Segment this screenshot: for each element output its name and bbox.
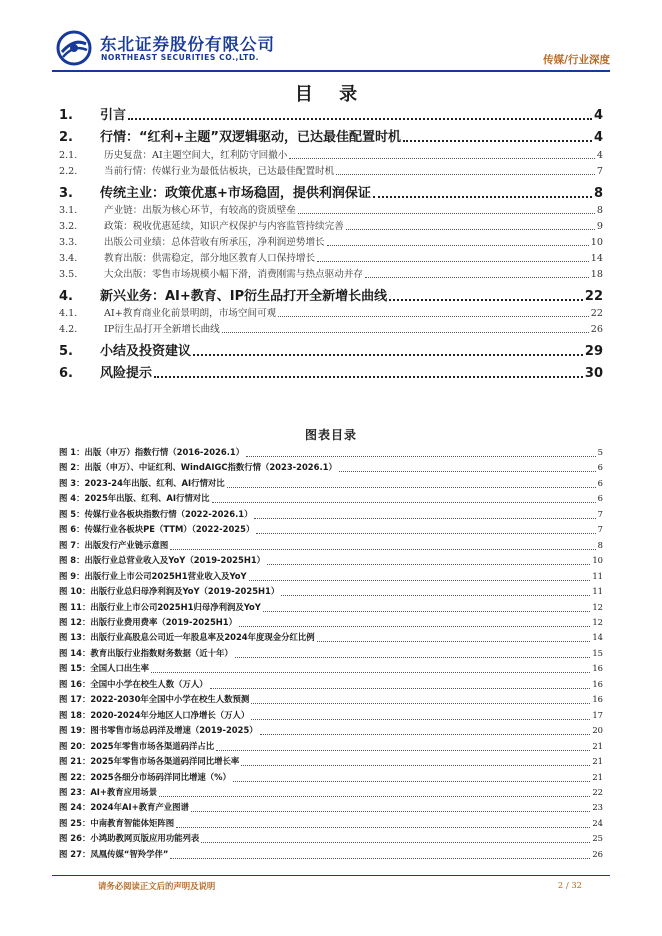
dot-leader <box>210 680 591 689</box>
figure-entry-title: 图 15：全国人口出生率 <box>59 663 149 674</box>
figure-entry-page: 5 <box>597 447 603 457</box>
figure-entry[interactable] <box>59 647 603 661</box>
figure-entry-title: 图 12：出版行业费用费率（2019-2025H1） <box>59 617 238 627</box>
figure-entry-title: 图 16：全国中小学在校生人数（万人） <box>59 678 208 689</box>
dot-leader <box>170 541 595 550</box>
toc-entry-number: 3. <box>59 186 73 201</box>
figure-entry[interactable] <box>59 631 603 645</box>
toc-entry-title: 小结及投资建议 <box>100 344 192 359</box>
header-divider <box>52 70 610 72</box>
toc-entry-page: 14 <box>590 253 603 264</box>
figure-entry-page: 21 <box>592 756 603 766</box>
toc-entry-page: 4 <box>596 150 603 161</box>
dot-leader <box>176 819 590 828</box>
figure-entry[interactable] <box>59 492 603 506</box>
dot-leader <box>201 834 590 843</box>
toc-entry[interactable] <box>59 202 603 218</box>
dot-leader <box>339 463 596 472</box>
figure-entry-title: 图 11：出版行业上市公司2025H1归母净利润及YoY <box>59 601 261 612</box>
toc-entry-title: 大众出版：零售市场规模小幅下滑，消费刚需与热点驱动并存 <box>104 269 364 280</box>
dot-leader <box>154 364 583 378</box>
figure-entry-page: 16 <box>592 694 603 705</box>
dot-leader <box>251 711 590 720</box>
footer-divider <box>52 875 610 876</box>
figure-entry-title: 图 1：出版（申万）指数行情（2016-2026.1） <box>59 447 245 457</box>
toc-entry-title: 行情：“红利+主题”双逻辑驱动，已达最佳配置时机 <box>100 130 401 145</box>
figure-entry-page: 25 <box>592 833 603 844</box>
dot-leader <box>365 265 589 278</box>
dot-leader <box>346 217 595 230</box>
toc-entry-page: 10 <box>590 237 603 248</box>
dot-leader <box>260 726 591 735</box>
toc-entry[interactable] <box>59 305 603 321</box>
dot-leader <box>336 162 595 175</box>
dot-leader <box>251 695 590 704</box>
toc-entry-page: 4 <box>593 130 603 145</box>
figure-entry-page: 11 <box>592 570 603 581</box>
figure-entry[interactable] <box>59 709 603 723</box>
toc-entry[interactable] <box>59 126 603 146</box>
dot-leader <box>246 448 596 457</box>
dot-leader <box>170 850 590 859</box>
dot-leader <box>249 572 591 581</box>
northeast-securities-logo-icon <box>56 30 92 66</box>
toc-entry[interactable] <box>59 163 603 179</box>
figure-list-title: 图表目录 <box>304 428 357 442</box>
figure-entry[interactable] <box>59 461 603 475</box>
toc-entry-page: 26 <box>590 324 603 335</box>
toc-entry-number: 6. <box>59 366 73 381</box>
toc-title: 目 录 <box>294 84 368 105</box>
dot-leader <box>128 106 592 120</box>
report-category-tag: 传媒/行业深度 <box>543 54 610 66</box>
figure-entry-page: 24 <box>592 817 603 828</box>
toc-entry-number: 5. <box>59 344 73 359</box>
toc-entry[interactable] <box>59 250 603 266</box>
figure-entry-page: 7 <box>597 524 603 535</box>
figure-entry[interactable] <box>59 508 603 522</box>
figure-entry[interactable] <box>59 724 603 738</box>
toc-entry-title: IP衍生品打开全新增长曲线 <box>104 324 220 335</box>
figure-entry[interactable] <box>59 817 603 831</box>
toc-entry-number: 3.3. <box>59 237 78 248</box>
figure-entry-page: 10 <box>592 555 603 566</box>
figure-entry-title: 图 13：出版行业高股息公司近一年股息率及2024年度现金分红比例 <box>59 632 315 643</box>
figure-entry-title: 图 17：2022-2030年全国中小学在校生人数预测 <box>59 694 250 705</box>
toc-entry-number: 2.1. <box>59 150 78 161</box>
toc-entry-page: 9 <box>596 221 603 232</box>
figure-entry[interactable] <box>59 693 603 707</box>
dot-leader <box>216 742 590 751</box>
figure-entry-page: 6 <box>597 462 603 473</box>
figure-entry-page: 12 <box>592 601 603 612</box>
toc-entry[interactable] <box>59 362 603 382</box>
figure-entry[interactable] <box>59 570 603 584</box>
toc-entry[interactable] <box>59 234 603 250</box>
dot-leader <box>233 773 590 782</box>
dot-leader <box>373 184 592 198</box>
dot-leader <box>159 788 590 797</box>
dot-leader <box>254 510 595 519</box>
figure-entry-page: 14 <box>592 632 603 643</box>
toc-entry-title: 历史复盘：AI主题空间大，红利防守回撤小 <box>104 150 288 161</box>
dot-leader <box>281 587 590 596</box>
dot-leader <box>389 287 583 301</box>
toc-entry-number: 3.4. <box>59 253 78 264</box>
toc-entry[interactable] <box>59 104 603 124</box>
dot-leader <box>267 556 590 565</box>
figure-entry-title: 图 23：AI+教育应用场景 <box>59 786 158 797</box>
toc-entry-title: 风险提示 <box>100 366 153 381</box>
figure-entry-title: 图 14：教育出版行业指数财务数据（近十年） <box>59 647 233 658</box>
toc-entry-title: 新兴业务：AI+教育、IP衍生品打开全新增长曲线 <box>100 289 388 304</box>
toc-entry[interactable] <box>59 218 603 234</box>
figure-entry-page: 16 <box>592 678 603 689</box>
dot-leader <box>212 494 596 503</box>
dot-leader <box>235 649 591 658</box>
toc-entry-page: 8 <box>593 186 603 201</box>
dot-leader <box>317 249 589 262</box>
figure-entry-page: 6 <box>597 493 603 504</box>
figure-entry[interactable] <box>59 678 603 692</box>
dot-leader <box>227 479 596 488</box>
toc-entry[interactable] <box>59 182 603 202</box>
dot-leader <box>151 664 590 673</box>
figure-entry-title: 图 7：出版发行产业链示意图 <box>59 539 169 550</box>
figure-entry-title: 图 3：2023-24年出版、红利、AI行情对比 <box>59 477 225 488</box>
dot-leader <box>241 757 590 766</box>
figure-entry-page: 22 <box>592 786 603 797</box>
figure-entry[interactable] <box>59 832 603 846</box>
toc-entry-title: 出版公司业绩：总体营收有所承压，净利润逆势增长 <box>104 237 325 248</box>
figure-entry-page: 21 <box>592 771 603 782</box>
figure-entry-title: 图 24：2024年AI+教育产业图谱 <box>59 802 189 813</box>
toc-entry[interactable] <box>59 321 603 337</box>
dot-leader <box>191 803 590 812</box>
figure-entry-page: 16 <box>592 663 603 674</box>
figure-entry-page: 21 <box>592 740 603 751</box>
figure-entry[interactable] <box>59 523 603 537</box>
toc-entry-title: 引言 <box>100 108 127 123</box>
figure-entry[interactable] <box>59 848 603 862</box>
toc-entry-number: 4.1. <box>59 308 78 319</box>
toc-entry[interactable] <box>59 147 603 163</box>
figure-entry-page: 15 <box>592 647 603 658</box>
toc-entry-title: 产业链：出版为核心环节，有较高的资质壁垒 <box>104 205 296 216</box>
figure-entry-page: 6 <box>597 477 603 488</box>
dot-leader <box>278 304 589 317</box>
toc-entry-title: 传统主业：政策优惠+市场稳固，提供利润保证 <box>100 186 371 201</box>
figure-entry[interactable] <box>59 585 603 599</box>
dot-leader <box>263 603 591 612</box>
toc-entry-number: 4.2. <box>59 324 78 335</box>
toc-entry-page: 18 <box>590 269 603 280</box>
figure-entry-page: 17 <box>592 709 603 720</box>
figure-entry-title: 图 19：图书零售市场总码洋及增速（2019-2025） <box>59 725 258 736</box>
figure-entry-page: 20 <box>592 725 603 736</box>
figure-entry-title: 图 5：传媒行业各板块指数行情（2022-2026.1） <box>59 508 253 519</box>
figure-entry[interactable] <box>59 601 603 615</box>
figure-entry-title: 图 21：2025年零售市场各渠道码洋同比增长率 <box>59 756 240 766</box>
toc-entry[interactable] <box>59 266 603 282</box>
dot-leader <box>222 320 589 333</box>
toc-entry[interactable] <box>59 285 603 305</box>
toc-entry-title: 当前行情：传媒行业为最低估板块，已达最佳配置时机 <box>104 166 335 177</box>
toc-entry-page: 4 <box>593 108 603 123</box>
toc-entry-title: 政策：税收优惠延续，知识产权保护与内容监管持续完善 <box>104 221 344 232</box>
figure-entry-page: 23 <box>592 802 603 813</box>
dot-leader <box>239 618 590 627</box>
toc-entry-page: 22 <box>590 308 603 319</box>
figure-entry[interactable] <box>59 771 603 785</box>
toc-entry-number: 2. <box>59 130 73 145</box>
toc-entry-page: 30 <box>584 366 603 381</box>
figure-entry[interactable] <box>59 801 603 815</box>
figure-entry-title: 图 20：2025年零售市场各渠道码洋占比 <box>59 740 215 751</box>
dot-leader <box>317 633 591 642</box>
toc-entry-page: 22 <box>584 289 603 304</box>
toc-entry-page: 29 <box>584 344 603 359</box>
figure-entry-title: 图 6：传媒行业各板块PE（TTM）（2022-2025） <box>59 524 255 535</box>
dot-leader <box>193 342 583 356</box>
toc-entry-number: 3.1. <box>59 205 78 216</box>
figure-entry[interactable] <box>59 755 603 769</box>
figure-entry-title: 图 8：出版行业总营业收入及YoY（2019-2025H1） <box>59 555 266 566</box>
figure-entry-title: 图 10：出版行业总归母净利润及YoY（2019-2025H1） <box>59 586 280 596</box>
page-number: 2 / 32 <box>557 880 582 890</box>
dot-leader <box>403 128 592 142</box>
figure-entry-title: 图 4：2025年出版、红利、AI行情对比 <box>59 493 210 504</box>
figure-entry-title: 图 22：2025各细分市场码洋同比增速（%） <box>59 771 231 782</box>
dot-leader <box>327 233 589 246</box>
figure-entry[interactable] <box>59 446 603 460</box>
toc-entry-number: 1. <box>59 108 73 123</box>
toc-entry-number: 3.5. <box>59 269 78 280</box>
dot-leader <box>298 201 595 214</box>
figure-entry[interactable] <box>59 662 603 676</box>
page-header <box>0 0 662 72</box>
toc-entry-number: 2.2. <box>59 166 78 177</box>
figure-entry-title: 图 25：中南教育智能体矩阵图 <box>59 817 175 828</box>
toc-entry-page: 7 <box>596 166 603 177</box>
dot-leader <box>256 525 595 534</box>
company-name-en: NORTHEAST SECURITIES CO.,LTD. <box>101 53 260 62</box>
figure-entry-title: 图 18：2020-2024年分地区人口净增长（万人） <box>59 709 250 720</box>
toc-entry-title: AI+教育商业化前景明朗，市场空间可观 <box>104 308 277 319</box>
figure-entry-title: 图 27：凤凰传媒“智羚学伴” <box>59 848 169 859</box>
disclaimer-note: 请务必阅读正文后的声明及说明 <box>98 881 216 891</box>
toc-entry-title: 教育出版：供需稳定，部分地区教育人口保持增长 <box>104 253 316 264</box>
toc-entry-page: 8 <box>596 205 603 216</box>
figure-entry[interactable] <box>59 616 603 630</box>
figure-entry-title: 图 26：小鸿助教网页版应用功能列表 <box>59 833 200 844</box>
toc-entry-number: 4. <box>59 289 73 304</box>
figure-entry[interactable] <box>59 740 603 754</box>
figure-entry-page: 12 <box>592 617 603 627</box>
figure-entry[interactable] <box>59 786 603 800</box>
figure-entry-page: 26 <box>592 848 603 859</box>
figure-entry[interactable] <box>59 554 603 568</box>
company-name-cn: 东北证券股份有限公司 <box>100 35 275 54</box>
figure-entry-title: 图 9：出版行业上市公司2025H1营业收入及YoY <box>59 570 247 581</box>
dot-leader <box>289 146 594 159</box>
figure-entry-page: 7 <box>597 508 603 519</box>
figure-entry[interactable] <box>59 539 603 553</box>
toc-entry-number: 3.2. <box>59 221 78 232</box>
figure-entry-title: 图 2：出版（申万）、中证红利、WindAIGC指数行情（2023-2026.1） <box>59 462 337 473</box>
toc-entry[interactable] <box>59 340 603 360</box>
figure-entry-page: 8 <box>597 539 603 550</box>
figure-entry[interactable] <box>59 477 603 491</box>
figure-entry-page: 11 <box>592 586 603 596</box>
